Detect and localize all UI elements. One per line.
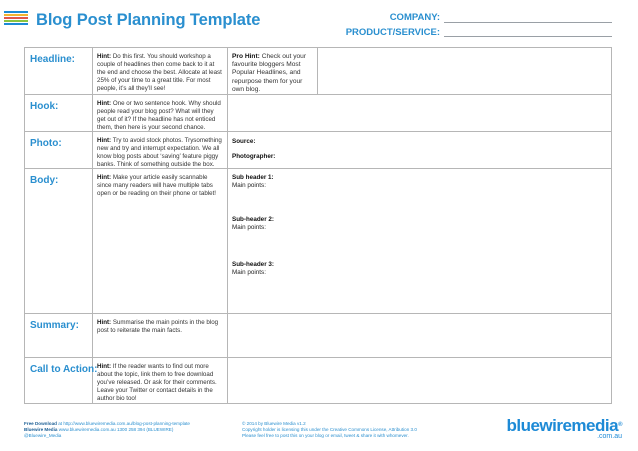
footer-middle [242, 421, 417, 439]
body-hint [93, 169, 227, 198]
headline-input-cell[interactable] [318, 48, 612, 95]
photo-label: Photo: [30, 138, 62, 149]
hint-prefix: Hint: [97, 137, 112, 144]
footer-download-line[interactable]: Free Download at http://www.bluewiremedia.com.au/blog-post-planning-template [24, 421, 190, 426]
stripe [4, 14, 28, 16]
hint-prefix: Hint: [97, 174, 112, 181]
logo-name: bluewiremedia [506, 416, 619, 435]
body-input-cell[interactable] [228, 169, 612, 314]
headline-label-cell [25, 48, 93, 95]
photo-input-cell[interactable] [228, 132, 612, 169]
hint-text: Make your article easily scannable since many readers will have multiple tabs open or be reading on their phone or tablet! [97, 174, 217, 197]
photo-label-cell [25, 132, 93, 169]
logo-registered: ® [618, 422, 622, 428]
bluewiremedia-logo[interactable] [498, 417, 622, 440]
photo-source-label: Source: [232, 138, 256, 145]
stripe [4, 23, 28, 25]
hint-prefix: Hint: [97, 53, 112, 60]
headline-pro-hint [228, 48, 317, 94]
product-label: PRODUCT/SERVICE: [345, 27, 440, 38]
hook-hint [93, 95, 227, 132]
cta-label: Call to Action: [30, 364, 98, 375]
sub-header-2: Sub-header 2: Main points: [232, 216, 274, 231]
hook-hint-cell [93, 95, 228, 132]
cta-hint-cell [93, 358, 228, 403]
hint-text: Do this first. You should workshop a couple of headlines then come back to it at the end and choose the best. Allocate at least 25% of your time to a great title. For most people, it’s all they’ll see! [97, 53, 222, 92]
photo-hint [93, 132, 227, 169]
cta-input-cell[interactable] [228, 358, 612, 403]
headline-hint-cell [93, 48, 228, 95]
summary-label: Summary: [30, 320, 79, 331]
summary-input-cell[interactable] [228, 314, 612, 358]
cta-label-cell [25, 358, 98, 403]
hint-text: If the reader wants to find out more about the topic, link them to free download you’ve released. Or ask for their comments. Leave your Twitter or contact details in the author bio too! [97, 363, 217, 402]
hint-text: One or two sentence hook. Why should people read your blog post? What will they get out of it? If the headline has not enticed them, then here is your second chance. [97, 100, 221, 131]
stripe [4, 20, 28, 22]
pro-hint-prefix: Pro Hint: [232, 53, 260, 60]
body-label: Body: [30, 175, 59, 186]
hint-text: Try to avoid stock photos. Trysomething new and try and interrupt expectation. We all know blog posts about ‘saving’ feature piggy banks. Think of something outside the box. [97, 137, 222, 168]
body-label-cell [25, 169, 93, 314]
footer-left [24, 421, 190, 439]
summary-label-cell [25, 314, 93, 358]
hint-prefix: Hint: [97, 319, 112, 326]
hook-label: Hook: [30, 101, 59, 112]
stripes-logo-icon [4, 11, 28, 33]
planning-grid [24, 47, 612, 404]
headline-label: Headline: [30, 54, 76, 65]
product-field[interactable] [444, 36, 612, 37]
footer-twitter[interactable]: @Bluewire_Media [24, 433, 62, 438]
headline-hint [93, 48, 227, 93]
sub-header-1: Sub header 1: Main points: [232, 174, 274, 189]
hint-prefix: Hint: [97, 363, 112, 370]
company-field[interactable] [444, 22, 612, 23]
footer-copyright: © 2014 by Bluewire Media v1.2 [242, 421, 306, 426]
company-label: COMPANY: [389, 12, 440, 23]
sub-header-3: Sub-header 3: Main points: [232, 261, 274, 276]
footer-license-2: Please feel free to post this on your blog or email, tweet & share it with whomever. [242, 433, 409, 438]
footer-company-line[interactable]: Bluewire Media www.bluewiremedia.com.au 1300 258 394 (BLUEWIRE) [24, 427, 174, 432]
photo-hint-cell [93, 132, 228, 169]
footer-license-1: Copyright holder is licensing this under the Creative Commons License, Attribution 3.0 [242, 427, 417, 432]
cta-hint [93, 358, 227, 403]
hook-label-cell [25, 95, 93, 132]
pro-hint-text: Check out your favourite bloggers Most Popular Headlines, and repurpose them for your own blog. [232, 53, 307, 93]
summary-hint-cell [93, 314, 228, 358]
stripe [4, 11, 28, 13]
hint-prefix: Hint: [97, 100, 112, 107]
headline-pro-hint-cell [228, 48, 318, 95]
body-hint-cell [93, 169, 228, 314]
summary-hint [93, 314, 227, 335]
photo-photographer-label: Photographer: [232, 153, 276, 160]
logo-domain: .com.au [597, 433, 622, 440]
document-title: Blog Post Planning Template [36, 11, 261, 29]
hook-input-cell[interactable] [228, 95, 612, 132]
stripe [4, 17, 28, 19]
hint-text: Summarise the main points in the blog post to reiterate the main facts. [97, 319, 219, 334]
